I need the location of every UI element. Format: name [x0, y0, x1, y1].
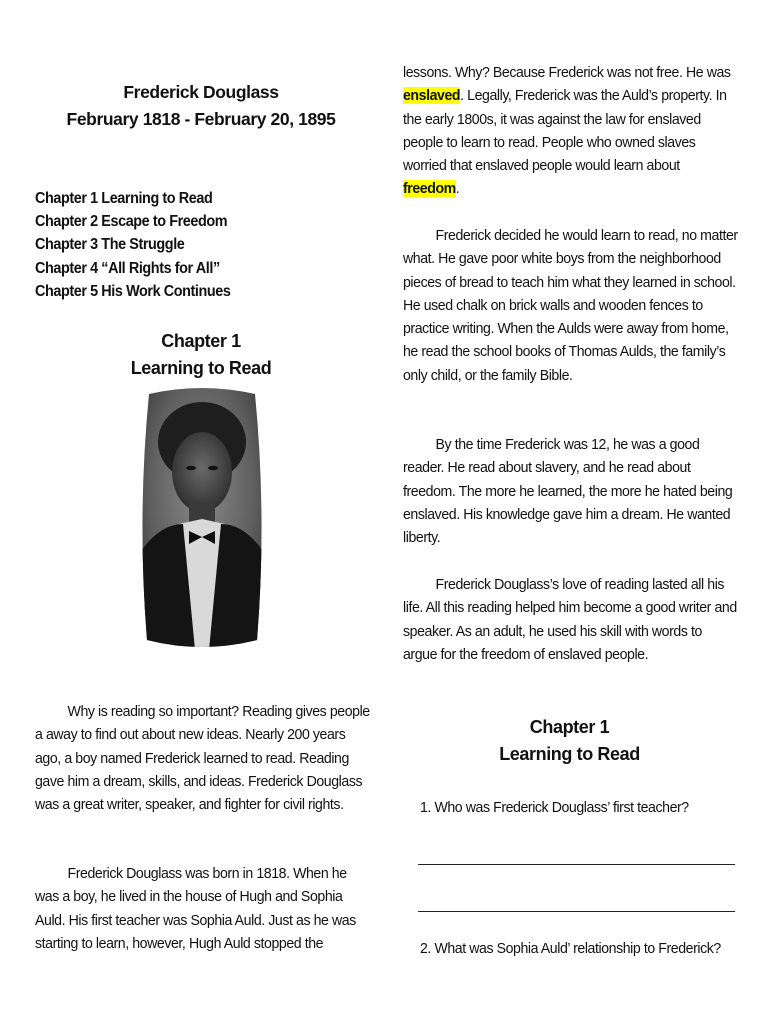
table-of-contents [35, 187, 245, 303]
answer-line[interactable] [418, 864, 735, 865]
question-2: 2. What was Sophia Auld’ relationship to Frederick? [420, 940, 721, 957]
intro-paragraph: Why is reading so important? Reading gives people a away to find out about new ideas. Nearly 200 years ago, a boy named Frederick learned to read. Reading gave him a dream, skills, and ideas. Frederick Douglass was a great writer, speaker, and fighter for civil rights. [35, 703, 370, 814]
worksheet-chapter-title: Learning to Read [499, 744, 640, 764]
toc-item: Chapter 3 The Struggle [35, 236, 185, 254]
worksheet-chapter-number: Chapter 1 [529, 717, 610, 737]
birth-paragraph: Frederick Douglass was born in 1818. When he was a boy, he lived in the house of Hugh and Sophia Auld. His first teacher was Sophia Auld. Just as he was starting to learn, however, Hugh Auld stopped the [35, 865, 356, 952]
love-of-reading-paragraph: Frederick Douglass’s love of reading lasted all his life. All this reading helped him become a good writer and speaker. As an adult, he used his skill with words to argue for the freedom of enslaved people. [403, 576, 737, 663]
toc-item: Chapter 5 His Work Continues [35, 282, 231, 300]
title-name: Frederick Douglass [123, 82, 279, 102]
title-dates: February 1818 - February 20, 1895 [66, 109, 336, 129]
toc-item: Chapter 2 Escape to Freedom [35, 213, 228, 231]
highlight-enslaved: enslaved [403, 87, 461, 105]
lessons-paragraph: lessons. Why? Because Frederick was not free. He was enslaved. Legally, Frederick was the Auld’s property. In the early 1800s, it was against the law for enslaved people to learn to read. People who owned slaves worried that enslaved people would learn about freedom. [403, 64, 731, 198]
answer-line[interactable] [418, 911, 735, 912]
question-1: 1. Who was Frederick Douglass’ first teacher? [420, 799, 689, 816]
page-title [35, 79, 367, 133]
toc-item: Chapter 1 Learning to Read [35, 190, 213, 207]
decided-paragraph: Frederick decided he would learn to read, no matter what. He gave poor white boys from the neighborhood pieces of bread to teach him what they learned in school. He used chalk on brick walls and wooden fences to practice writing. When the Aulds were away from home, he read the school books of Thomas Aulds, the family’s only child, or the family Bible. [403, 227, 738, 384]
chapter-heading [35, 328, 367, 382]
chapter-number: Chapter 1 [161, 331, 241, 351]
portrait-photo-icon [139, 384, 265, 650]
highlight-freedom: freedom [403, 180, 456, 198]
reader-paragraph: By the time Frederick was 12, he was a good reader. He read about slavery, and he read about freedom. The more he learned, the more he hated being enslaved. His knowledge gave him a dream. He wanted liberty. [403, 436, 733, 547]
toc-item: Chapter 4 “All Rights for All” [35, 259, 220, 277]
chapter-title: Learning to Read [130, 358, 272, 378]
worksheet-heading [403, 714, 736, 768]
